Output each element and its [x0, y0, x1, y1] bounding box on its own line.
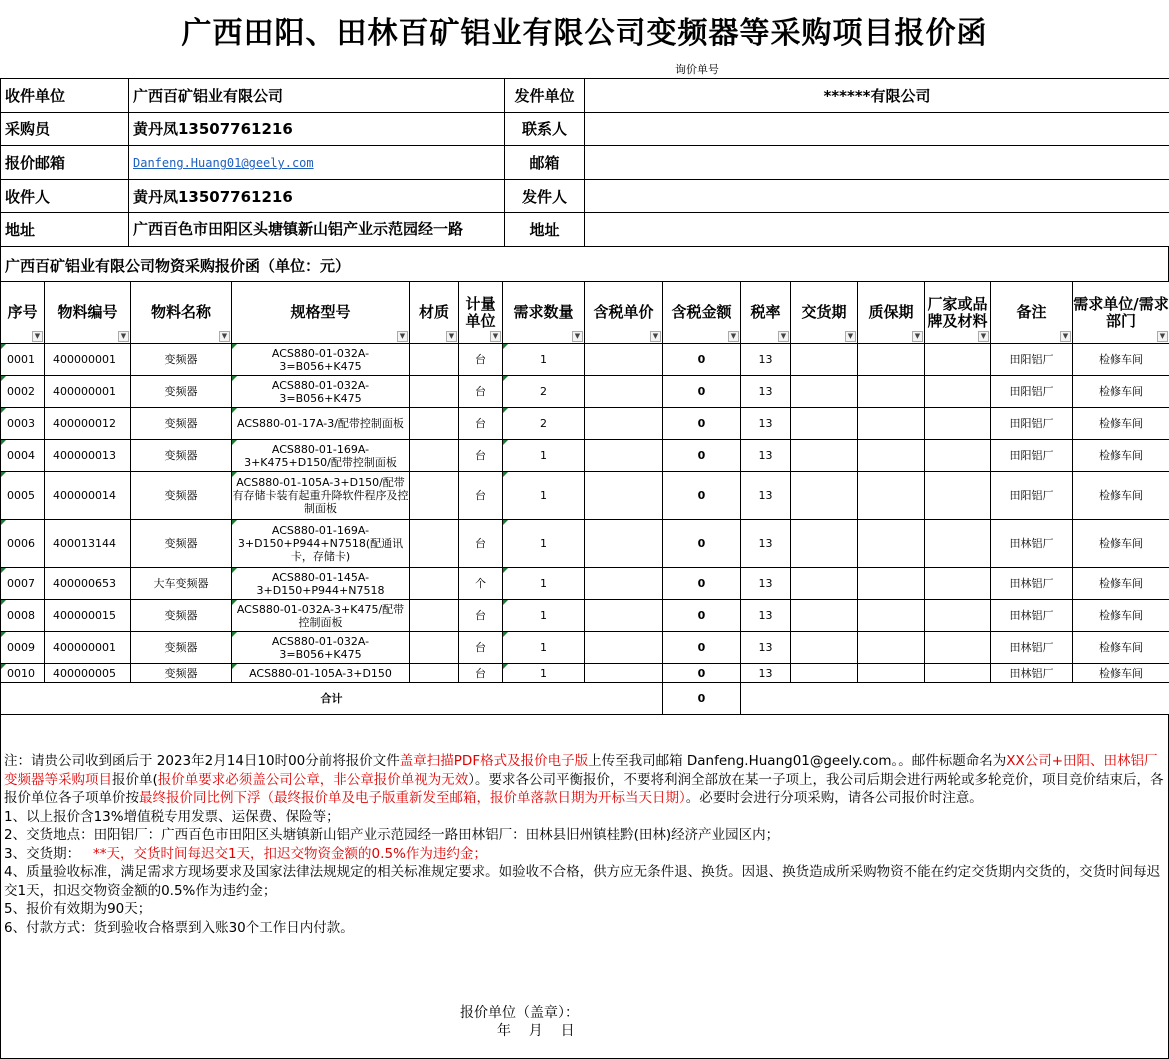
cell-marker-icon [1, 440, 6, 445]
cell-price[interactable] [585, 344, 663, 376]
filter-dropdown-icon[interactable]: ▼ [778, 331, 789, 342]
cell-brand[interactable] [925, 664, 991, 683]
cell-spec: ACS880-01-105A-3+D150/配带有存储卡装有起重升降软件程序及控制面板 [232, 472, 410, 520]
cell-price[interactable] [585, 600, 663, 632]
note-item-6: 6、付款方式：货到验收合格票到入账30个工作日内付款。 [4, 919, 354, 936]
cell-marker-icon [232, 408, 237, 413]
cell-warranty[interactable] [858, 520, 925, 568]
cell-no: 0010 [1, 664, 45, 683]
cell-spec: ACS880-01-17A-3/配带控制面板 [232, 408, 410, 440]
cell-dept: 检修车间 [1073, 472, 1169, 520]
cell-marker-icon [503, 472, 508, 477]
cell-amount: 0 [663, 344, 741, 376]
cell-unit: 台 [459, 440, 503, 472]
cell-unit: 台 [459, 600, 503, 632]
cell-code: 400000005 [45, 664, 131, 683]
cell-brand[interactable] [925, 440, 991, 472]
cell-material[interactable] [410, 472, 459, 520]
signature-date: 年 月 日 [497, 1023, 575, 1039]
cell-brand[interactable] [925, 472, 991, 520]
note-pdf-requirement: 盖章扫描PDF格式及报价电子版 [399, 753, 589, 769]
cell-price[interactable] [585, 520, 663, 568]
cell-amount: 0 [663, 376, 741, 408]
cell-marker-icon [1, 408, 6, 413]
cell-qty: 1 [503, 632, 585, 664]
column-header-label: 税率 [750, 303, 781, 321]
section-heading: 广西百矿铝业有限公司物资采购报价函（单位：元） [0, 247, 1169, 281]
cell-amount: 0 [663, 600, 741, 632]
column-header-label: 需求数量 [513, 303, 574, 321]
cell-unit: 台 [459, 664, 503, 683]
cell-name: 变频器 [131, 344, 232, 376]
cell-name: 变频器 [131, 376, 232, 408]
cell-amount: 0 [663, 408, 741, 440]
cell-remark: 田林铝厂 [991, 520, 1073, 568]
cell-qty: 1 [503, 600, 585, 632]
sender-address-label: 地址 [505, 213, 585, 247]
cell-warranty[interactable] [858, 600, 925, 632]
total-row [1, 683, 1169, 715]
cell-marker-icon [1, 600, 6, 605]
cell-qty: 2 [503, 376, 585, 408]
cell-brand[interactable] [925, 568, 991, 600]
filter-dropdown-icon[interactable]: ▼ [1060, 331, 1071, 342]
cell-no: 0001 [1, 344, 45, 376]
cell-price[interactable] [585, 664, 663, 683]
column-header-label: 含税单价 [593, 303, 654, 321]
cell-tax: 13 [741, 632, 791, 664]
sender-unit-label: 发件单位 [505, 79, 585, 113]
cell-marker-icon [1, 632, 6, 637]
cell-marker-icon [503, 664, 508, 669]
cell-code: 400000001 [45, 632, 131, 664]
cell-material[interactable] [410, 664, 459, 683]
cell-qty: 1 [503, 440, 585, 472]
table-row [1, 472, 1169, 520]
quote-email-label: 报价邮箱 [1, 146, 129, 180]
buyer-label: 采购员 [1, 112, 129, 146]
cell-marker-icon [232, 664, 237, 669]
filter-dropdown-icon[interactable]: ▼ [32, 331, 43, 342]
cell-dept: 检修车间 [1073, 568, 1169, 600]
note-subject-format: XX公司+田阳、田林铝厂变频器等采购项目 [4, 753, 1158, 788]
table-row [1, 376, 1169, 408]
cell-price[interactable] [585, 440, 663, 472]
cell-amount: 0 [663, 664, 741, 683]
cell-no: 0009 [1, 632, 45, 664]
header-info-table [0, 78, 1169, 247]
cell-marker-icon [1, 568, 6, 573]
cell-material[interactable] [410, 376, 459, 408]
note-upload: 上传至我司邮箱 Danfeng.Huang01@geely.com。。邮件标题命名为 [588, 753, 1007, 769]
cell-spec: ACS880-01-032A-3+K475/配带控制面板 [232, 600, 410, 632]
cell-material[interactable] [410, 600, 459, 632]
cell-marker-icon [232, 440, 237, 445]
cell-brand[interactable] [925, 632, 991, 664]
cell-marker-icon [232, 376, 237, 381]
cell-dept: 检修车间 [1073, 344, 1169, 376]
cell-code: 400013144 [45, 520, 131, 568]
table-header-row [1, 282, 1169, 344]
column-header-0[interactable] [1, 282, 45, 344]
cell-spec: ACS880-01-145A-3+D150+P944+N7518 [232, 568, 410, 600]
cell-no: 0003 [1, 408, 45, 440]
cell-tax: 13 [741, 520, 791, 568]
cell-name: 变频器 [131, 664, 232, 683]
column-header-label: 交货期 [801, 303, 847, 321]
cell-unit: 台 [459, 376, 503, 408]
email-label: 邮箱 [505, 146, 585, 180]
cell-amount: 0 [663, 520, 741, 568]
cell-spec: ACS880-01-105A-3+D150 [232, 664, 410, 683]
cell-warranty[interactable] [858, 440, 925, 472]
cell-marker-icon [1, 664, 6, 669]
table-row [1, 600, 1169, 632]
cell-tax: 13 [741, 440, 791, 472]
cell-remark: 田林铝厂 [991, 600, 1073, 632]
cell-marker-icon [503, 632, 508, 637]
cell-material[interactable] [410, 568, 459, 600]
cell-remark: 田阳铝厂 [991, 376, 1073, 408]
cell-remark: 田林铝厂 [991, 664, 1073, 683]
cell-brand[interactable] [925, 600, 991, 632]
filter-dropdown-icon[interactable]: ▼ [397, 331, 408, 342]
note-seal-requirement: 报价单要求必须盖公司公章，非公章报价单视为无效 [157, 771, 469, 788]
cell-dept: 检修车间 [1073, 664, 1169, 683]
cell-tax: 13 [741, 568, 791, 600]
column-header-4[interactable] [410, 282, 459, 344]
cell-marker-icon [503, 376, 508, 381]
cell-marker-icon [232, 600, 237, 605]
cell-code: 400000015 [45, 600, 131, 632]
cell-spec: ACS880-01-169A-3+D150+P944+N7518(配通讯卡，存储卡) [232, 520, 410, 568]
email-value[interactable] [585, 146, 1169, 180]
cell-dept: 检修车间 [1073, 520, 1169, 568]
cell-marker-icon [503, 568, 508, 573]
cell-remark: 田阳铝厂 [991, 472, 1073, 520]
filter-dropdown-icon[interactable]: ▼ [912, 331, 923, 342]
cell-remark: 田阳铝厂 [991, 440, 1073, 472]
cell-dept: 检修车间 [1073, 632, 1169, 664]
table-row [1, 520, 1169, 568]
cell-warranty[interactable] [858, 376, 925, 408]
cell-marker-icon [503, 408, 508, 413]
recipient-label: 收件人 [1, 179, 129, 213]
note-split: 。必要时会进行分项采购，请各公司报价时注意。 [685, 790, 983, 806]
cell-price[interactable] [585, 568, 663, 600]
cell-delivery[interactable] [791, 664, 858, 683]
column-header-label: 序号 [7, 303, 38, 321]
note-item-3-text: **天，交货时间每迟交1天，扣迟交物资金额的0.5%作为违约金； [92, 845, 487, 862]
cell-spec: ACS880-01-032A-3=B056+K475 [232, 344, 410, 376]
total-amount: 0 [663, 683, 741, 715]
cell-unit: 台 [459, 344, 503, 376]
cell-marker-icon [232, 520, 237, 525]
sender-label: 发件人 [505, 179, 585, 213]
table-row [1, 440, 1169, 472]
cell-remark: 田林铝厂 [991, 568, 1073, 600]
address-label: 地址 [1, 213, 129, 247]
table-row [1, 344, 1169, 376]
filter-dropdown-icon[interactable]: ▼ [219, 331, 230, 342]
cell-brand[interactable] [925, 520, 991, 568]
cell-name: 变频器 [131, 440, 232, 472]
column-header-12[interactable] [925, 282, 991, 344]
table-row [1, 632, 1169, 664]
filter-dropdown-icon[interactable]: ▼ [572, 331, 583, 342]
cell-marker-icon [503, 600, 508, 605]
cell-dept: 检修车间 [1073, 408, 1169, 440]
cell-no: 0005 [1, 472, 45, 520]
cell-marker-icon [503, 520, 508, 525]
cell-no: 0008 [1, 600, 45, 632]
cell-spec: ACS880-01-032A-3=B056+K475 [232, 376, 410, 408]
filter-dropdown-icon[interactable]: ▼ [446, 331, 457, 342]
table-row [1, 664, 1169, 683]
cell-name: 变频器 [131, 632, 232, 664]
note-item-2: 2、交货地点：田阳铝厂：广西百色市田阳区头塘镇新山铝产业示范园经一路田林铝厂：田林县旧州镇桂黔(田林)经济产业园区内； [4, 827, 780, 843]
note-final-quote: 最终报价同比例下浮（最终报价单及电子版重新发至邮箱，报价单落款日期为开标当天日期） [139, 790, 686, 806]
filter-dropdown-icon[interactable]: ▼ [650, 331, 661, 342]
column-header-label: 备注 [1016, 303, 1047, 321]
cell-dept: 检修车间 [1073, 600, 1169, 632]
column-header-label: 物料名称 [150, 303, 211, 321]
cell-remark: 田林铝厂 [991, 632, 1073, 664]
cell-qty: 1 [503, 520, 585, 568]
cell-delivery[interactable] [791, 632, 858, 664]
cell-warranty[interactable] [858, 568, 925, 600]
column-header-5[interactable] [459, 282, 503, 344]
column-header-label: 厂家或品牌及材料 [927, 294, 988, 330]
filter-dropdown-icon[interactable]: ▼ [1157, 331, 1168, 342]
cell-no: 0002 [1, 376, 45, 408]
filter-dropdown-icon[interactable]: ▼ [845, 331, 856, 342]
cell-price[interactable] [585, 632, 663, 664]
cell-qty: 2 [503, 408, 585, 440]
sender-value[interactable] [585, 179, 1169, 213]
cell-tax: 13 [741, 344, 791, 376]
cell-delivery[interactable] [791, 472, 858, 520]
column-header-label: 计量单位 [465, 294, 496, 330]
column-header-label: 需求单位/需求部门 [1073, 294, 1169, 330]
cell-qty: 1 [503, 664, 585, 683]
note-intro: 注：请贵公司收到函后于 2023年2月14日10时00分前将报价文件 [4, 753, 400, 769]
cell-amount: 0 [663, 472, 741, 520]
cell-name: 大车变频器 [131, 568, 232, 600]
cell-brand[interactable] [925, 376, 991, 408]
contact-label: 联系人 [505, 112, 585, 146]
cell-amount: 0 [663, 440, 741, 472]
cell-name: 变频器 [131, 408, 232, 440]
cell-no: 0007 [1, 568, 45, 600]
cell-unit: 个 [459, 568, 503, 600]
filter-dropdown-icon[interactable]: ▼ [728, 331, 739, 342]
filter-dropdown-icon[interactable]: ▼ [490, 331, 501, 342]
recipient-value: 黄丹凤13507761216 [129, 179, 505, 213]
cell-code: 400000001 [45, 344, 131, 376]
buyer-value: 黄丹凤13507761216 [129, 112, 505, 146]
cell-name: 变频器 [131, 520, 232, 568]
cell-delivery[interactable] [791, 344, 858, 376]
column-header-label: 质保期 [868, 303, 914, 321]
cell-delivery[interactable] [791, 408, 858, 440]
receiver-unit-label: 收件单位 [1, 79, 129, 113]
notes-block [4, 752, 1166, 937]
cell-marker-icon [1, 520, 6, 525]
cell-qty: 1 [503, 568, 585, 600]
cell-price[interactable] [585, 472, 663, 520]
cell-marker-icon [1, 376, 6, 381]
cell-warranty[interactable] [858, 408, 925, 440]
cell-amount: 0 [663, 568, 741, 600]
column-header-10[interactable] [791, 282, 858, 344]
address-value: 广西百色市田阳区头塘镇新山铝产业示范园经一路 [129, 213, 505, 247]
cell-code: 400000012 [45, 408, 131, 440]
cell-delivery[interactable] [791, 568, 858, 600]
column-header-11[interactable] [858, 282, 925, 344]
table-row [1, 408, 1169, 440]
cell-name: 变频器 [131, 600, 232, 632]
cell-price[interactable] [585, 376, 663, 408]
cell-code: 400000013 [45, 440, 131, 472]
cell-marker-icon [232, 568, 237, 573]
cell-dept: 检修车间 [1073, 376, 1169, 408]
cell-tax: 13 [741, 472, 791, 520]
cell-warranty[interactable] [858, 344, 925, 376]
column-header-label: 规格型号 [290, 303, 351, 321]
cell-tax: 13 [741, 408, 791, 440]
cell-dept: 检修车间 [1073, 440, 1169, 472]
filter-dropdown-icon[interactable]: ▼ [978, 331, 989, 342]
cell-delivery[interactable] [791, 376, 858, 408]
cell-marker-icon [503, 440, 508, 445]
cell-remark: 田阳铝厂 [991, 344, 1073, 376]
cell-amount: 0 [663, 632, 741, 664]
note-item-3-label: 3、交货期： [4, 845, 81, 862]
cell-tax: 13 [741, 664, 791, 683]
cell-no: 0006 [1, 520, 45, 568]
column-header-9[interactable] [741, 282, 791, 344]
cell-delivery[interactable] [791, 440, 858, 472]
cell-price[interactable] [585, 408, 663, 440]
column-header-6[interactable] [503, 282, 585, 344]
cell-delivery[interactable] [791, 520, 858, 568]
cell-no: 0004 [1, 440, 45, 472]
column-header-label: 含税金额 [671, 303, 732, 321]
signature-label: 报价单位（盖章）： [460, 1005, 579, 1021]
cell-material[interactable] [410, 520, 459, 568]
column-header-7[interactable] [585, 282, 663, 344]
cell-material[interactable] [410, 440, 459, 472]
contact-value[interactable] [585, 112, 1169, 146]
cell-brand[interactable] [925, 344, 991, 376]
quote-email-link[interactable]: Danfeng.Huang01@geely.com [133, 156, 314, 171]
items-table [0, 281, 1169, 715]
sender-unit-value[interactable]: ******有限公司 [585, 79, 1169, 113]
cell-qty: 1 [503, 472, 585, 520]
column-header-13[interactable] [991, 282, 1073, 344]
note-item-5: 5、报价有效期为90天； [4, 901, 152, 917]
cell-unit: 台 [459, 472, 503, 520]
inquiry-number-label: 询价单号 [675, 63, 719, 76]
cell-unit: 台 [459, 632, 503, 664]
cell-tax: 13 [741, 600, 791, 632]
cell-marker-icon [232, 344, 237, 349]
cell-spec: ACS880-01-032A-3=B056+K475 [232, 632, 410, 664]
cell-marker-icon [503, 344, 508, 349]
cell-unit: 台 [459, 408, 503, 440]
total-row-filler [741, 683, 1169, 715]
cell-warranty[interactable] [858, 632, 925, 664]
receiver-unit-value: 广西百矿铝业有限公司 [129, 79, 505, 113]
column-header-2[interactable] [131, 282, 232, 344]
cell-marker-icon [232, 472, 237, 477]
filter-dropdown-icon[interactable]: ▼ [118, 331, 129, 342]
cell-delivery[interactable] [791, 600, 858, 632]
cell-code: 400000014 [45, 472, 131, 520]
cell-brand[interactable] [925, 408, 991, 440]
cell-marker-icon [232, 632, 237, 637]
sender-address-value[interactable] [585, 213, 1169, 247]
table-row [1, 568, 1169, 600]
cell-code: 400000653 [45, 568, 131, 600]
note-balance: ）。要求各公司平衡报价，不要将利润全部放在某一子项上，我公司后期会进行两轮或多轮竞价，项目竞价结束后，各报价单位各子项单价按 [4, 771, 1164, 806]
total-label: 合计 [1, 683, 663, 715]
column-header-label: 材质 [418, 303, 449, 321]
cell-spec: ACS880-01-169A-3+K475+D150/配带控制面板 [232, 440, 410, 472]
cell-code: 400000001 [45, 376, 131, 408]
cell-material[interactable] [410, 408, 459, 440]
cell-marker-icon [1, 344, 6, 349]
column-header-8[interactable] [663, 282, 741, 344]
page-title: 广西田阳、田林百矿铝业有限公司变频器等采购项目报价函 [181, 16, 988, 51]
cell-tax: 13 [741, 376, 791, 408]
cell-warranty[interactable] [858, 472, 925, 520]
cell-unit: 台 [459, 520, 503, 568]
cell-material[interactable] [410, 632, 459, 664]
column-header-label: 物料编号 [57, 303, 118, 321]
cell-remark: 田阳铝厂 [991, 408, 1073, 440]
note-item-1: 1、以上报价含13%增值税专用发票、运保费、保险等； [4, 808, 340, 825]
column-header-14[interactable] [1073, 282, 1169, 344]
cell-name: 变频器 [131, 472, 232, 520]
note-item-4: 4、质量验收标准，满足需求方现场要求及国家法律法规规定的相关标准规定要求。如验收不合格，供方应无条件退、换货。因退、换货造成所采购物资不能在约定交货期内交货的，交货时间每迟交1天，扣迟交物资金额的0.5%作为违约金； [4, 864, 1161, 899]
cell-material[interactable] [410, 344, 459, 376]
column-header-1[interactable] [45, 282, 131, 344]
cell-qty: 1 [503, 344, 585, 376]
cell-warranty[interactable] [858, 664, 925, 683]
note-quote-sheet: 报价单( [112, 771, 158, 788]
cell-marker-icon [1, 472, 6, 477]
column-header-3[interactable] [232, 282, 410, 344]
